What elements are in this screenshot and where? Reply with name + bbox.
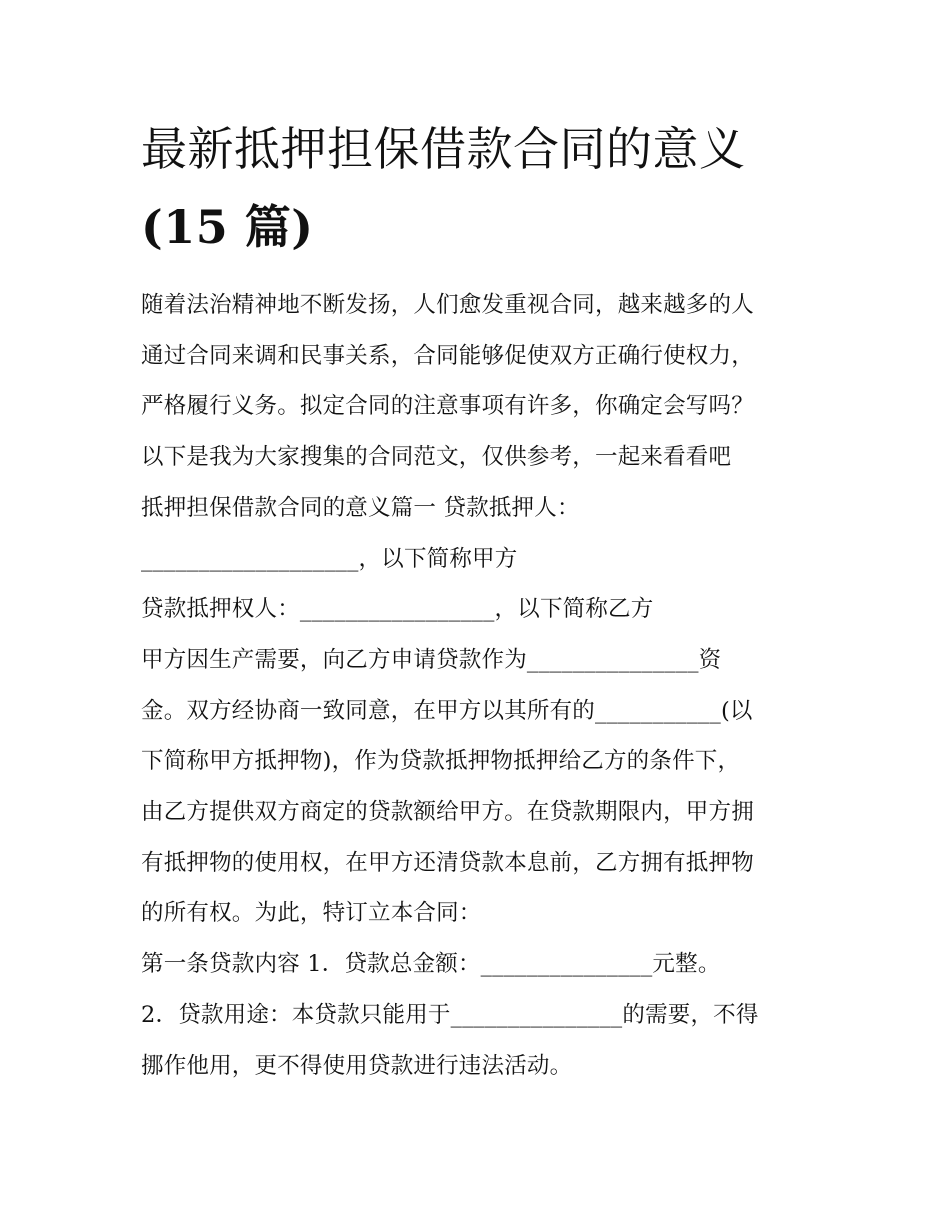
body-line: 有抵押物的使用权，在甲方还清贷款本息前，乙方拥有抵押物	[141, 849, 754, 876]
body-line: 挪作他用，更不得使用贷款进行违法活动。	[141, 1052, 573, 1079]
body-line: 贷款抵押权人：_________________，以下简称乙方	[141, 596, 654, 623]
body-line: 严格履行义务。拟定合同的注意事项有许多，你确定会写吗？	[141, 393, 754, 420]
title-count: (15 篇)	[141, 200, 314, 254]
body-line: 第一条贷款内容 1．贷款总金额：_______________元整。	[141, 951, 721, 978]
body-line: 下简称甲方抵押物)，作为贷款抵押物抵押给乙方的条件下，	[141, 748, 741, 775]
body-line: 抵押担保借款合同的意义篇一 贷款抵押人：	[141, 494, 580, 521]
body-line: 通过合同来调和民事关系，合同能够促使双方正确行使权力，	[141, 342, 754, 369]
body-line: 以下是我为大家搜集的合同范文，仅供参考，一起来看看吧	[141, 444, 732, 471]
title-main: 最新抵押担保借款合同的意义	[141, 122, 746, 176]
document-page	[141, 110, 831, 1091]
body-line: 金。双方经协商一致同意，在甲方以其所有的___________(以	[141, 697, 753, 724]
body-line: 甲方因生产需要，向乙方申请贷款作为_______________资	[141, 646, 722, 673]
document-body	[141, 280, 831, 1091]
body-line: ___________________，以下简称甲方	[141, 545, 518, 572]
body-line: 2．贷款用途：本贷款只能用于_______________的需要，不得	[141, 1001, 759, 1028]
body-line: 的所有权。为此，特订立本合同：	[141, 900, 482, 927]
body-line: 随着法治精神地不断发扬，人们愈发重视合同，越来越多的人	[141, 292, 754, 318]
body-line: 由乙方提供双方商定的贷款额给甲方。在贷款期限内，甲方拥	[141, 799, 754, 826]
document-title	[141, 110, 831, 266]
